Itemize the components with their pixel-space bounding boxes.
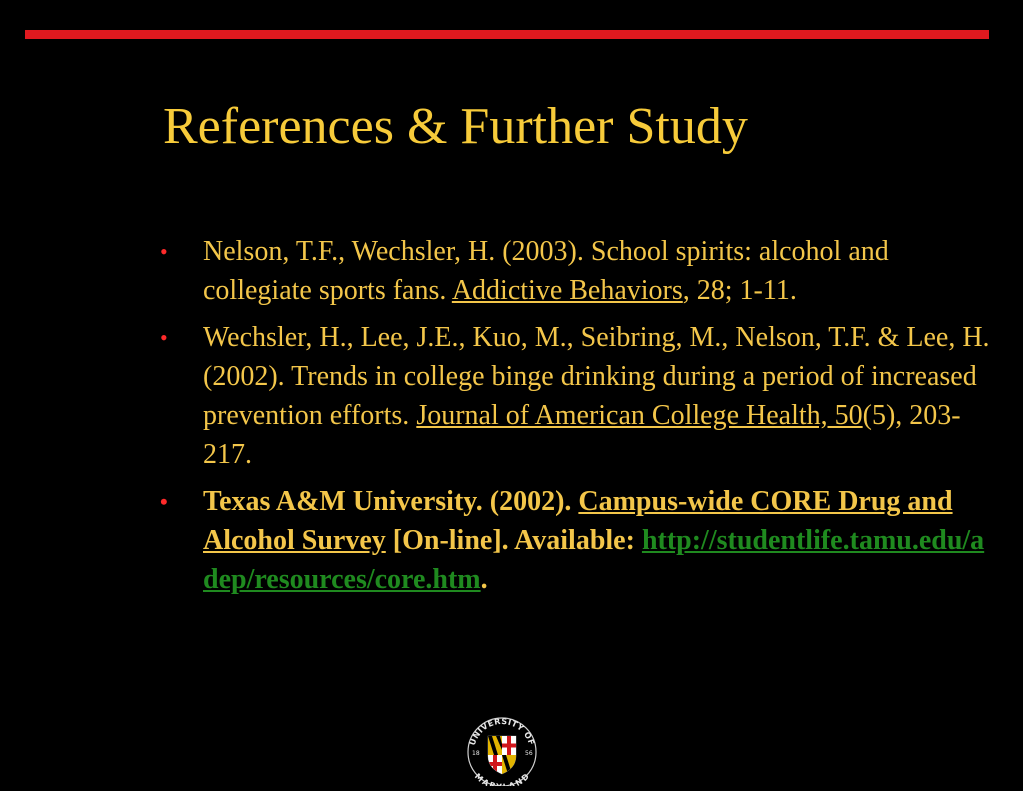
reference-citation: Nelson, T.F., Wechsler, H. (2003). School spirits: alcohol and collegiate sports fans. — [203, 236, 889, 306]
university-of-maryland-seal-icon — [462, 712, 542, 786]
reference-item — [160, 318, 990, 474]
reference-details: , 28; 1-11. — [682, 275, 797, 306]
seal-bottom-text: MAR AND — [472, 771, 532, 786]
seal-top-text: UNIVERSITY OF — [467, 716, 537, 747]
slide-title: References & Further Study — [163, 98, 748, 155]
journal-title: Addictive Behaviors — [451, 275, 683, 306]
bullet: • — [160, 239, 168, 264]
reference-citation: Texas A&M University. (2002). — [203, 486, 579, 517]
journal-title: Journal of American College Health, 50 — [416, 400, 863, 431]
bullet: • — [160, 325, 168, 350]
reference-item — [160, 232, 990, 310]
seal-year-left: 18 — [472, 750, 480, 757]
reference-citation: Wechsler, H., Lee, J.E., Kuo, M., Seibring, M., Nelson, T.F. & Lee, H. (2002). Trends in college binge drinking during a period of increased prevention efforts. — [203, 322, 990, 431]
bullet: • — [160, 489, 168, 514]
reference-details: [On-line]. Available: — [385, 525, 642, 556]
seal-year-right: 56 — [525, 750, 533, 757]
reference-list — [160, 232, 990, 607]
reference-url-link[interactable]: http://studentlife.tamu.edu/adep/resources/core.htm — [203, 525, 985, 595]
survey-title: Campus-wide CORE Drug and Alcohol Survey — [203, 486, 953, 556]
reference-details: (5), 203-217. — [203, 400, 961, 470]
reference-end-punctuation: . — [480, 564, 488, 595]
top-accent-bar — [25, 30, 989, 39]
reference-item — [160, 482, 990, 599]
